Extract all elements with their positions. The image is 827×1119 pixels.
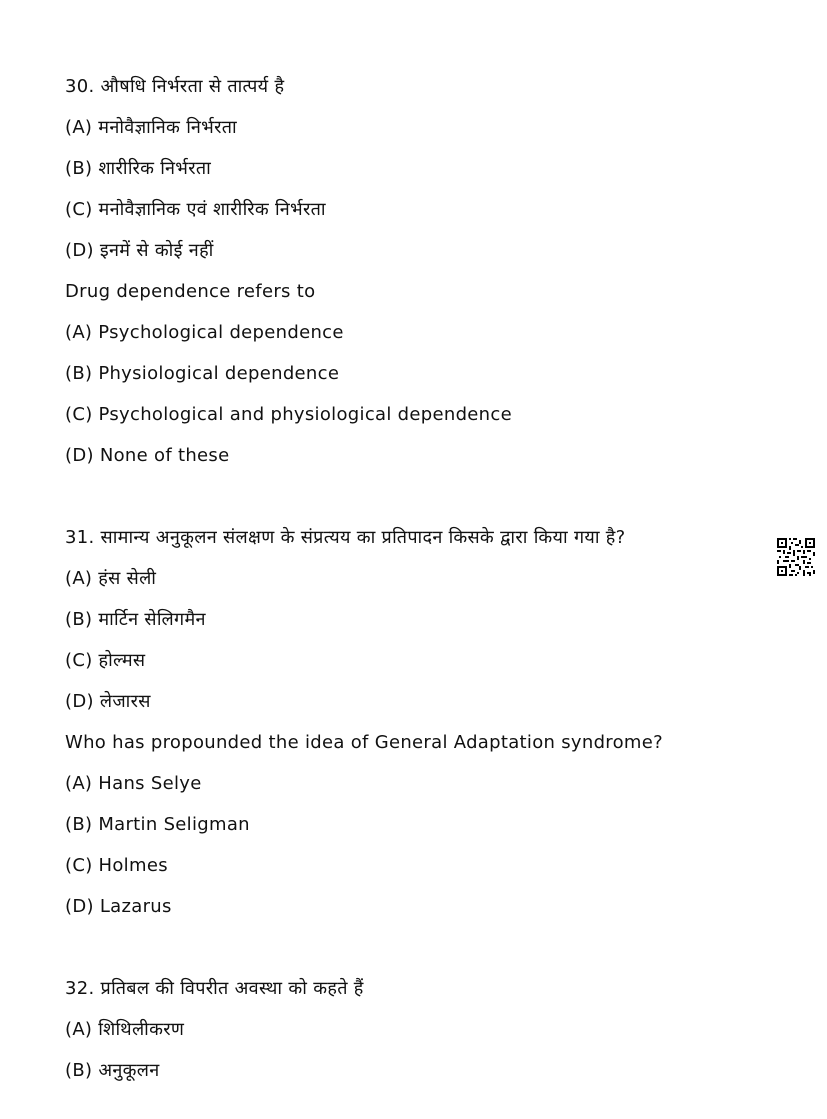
question-30-english-option-a: (A) Psychological dependence bbox=[65, 322, 344, 343]
question-31-hindi-stem: 31. सामान्य अनुकूलन संलक्षण के संप्रत्यय का प्रतिपादन किसके द्वारा किया गया है? bbox=[65, 527, 626, 548]
question-30-hindi-stem: 30. औषधि निर्भरता से तात्पर्य है bbox=[65, 76, 285, 97]
question-31-hindi-option-d: (D) लेजारस bbox=[65, 691, 151, 712]
question-31-hindi-option-c: (C) होल्मस bbox=[65, 650, 146, 671]
question-31-english-stem: Who has propounded the idea of General Adaptation syndrome? bbox=[65, 732, 663, 753]
question-30-hindi-option-d: (D) इनमें से कोई नहीं bbox=[65, 240, 214, 261]
question-30-english-option-c: (C) Psychological and physiological dependence bbox=[65, 404, 512, 425]
question-30-hindi-option-c: (C) मनोवैज्ञानिक एवं शारीरिक निर्भरता bbox=[65, 199, 326, 220]
question-30-english-stem: Drug dependence refers to bbox=[65, 281, 316, 302]
question-30-hindi-option-a: (A) मनोवैज्ञानिक निर्भरता bbox=[65, 117, 237, 138]
question-32-hindi-stem: 32. प्रतिबल की विपरीत अवस्था को कहते हैं bbox=[65, 978, 364, 999]
qr-code-icon bbox=[777, 538, 815, 576]
question-30-english-option-d: (D) None of these bbox=[65, 445, 230, 466]
question-30-english-option-b: (B) Physiological dependence bbox=[65, 363, 340, 384]
question-31-english-option-c: (C) Holmes bbox=[65, 855, 168, 876]
question-31-english-option-a: (A) Hans Selye bbox=[65, 773, 202, 794]
question-32-hindi-option-a: (A) शिथिलीकरण bbox=[65, 1019, 185, 1040]
question-31-english-option-b: (B) Martin Seligman bbox=[65, 814, 250, 835]
question-31-hindi-option-b: (B) मार्टिन सेलिगमैन bbox=[65, 609, 206, 630]
question-31-english-option-d: (D) Lazarus bbox=[65, 896, 172, 917]
question-32-hindi-option-b: (B) अनुकूलन bbox=[65, 1060, 160, 1081]
question-30-hindi-option-b: (B) शारीरिक निर्भरता bbox=[65, 158, 212, 179]
question-31-hindi-option-a: (A) हंस सेली bbox=[65, 568, 157, 589]
